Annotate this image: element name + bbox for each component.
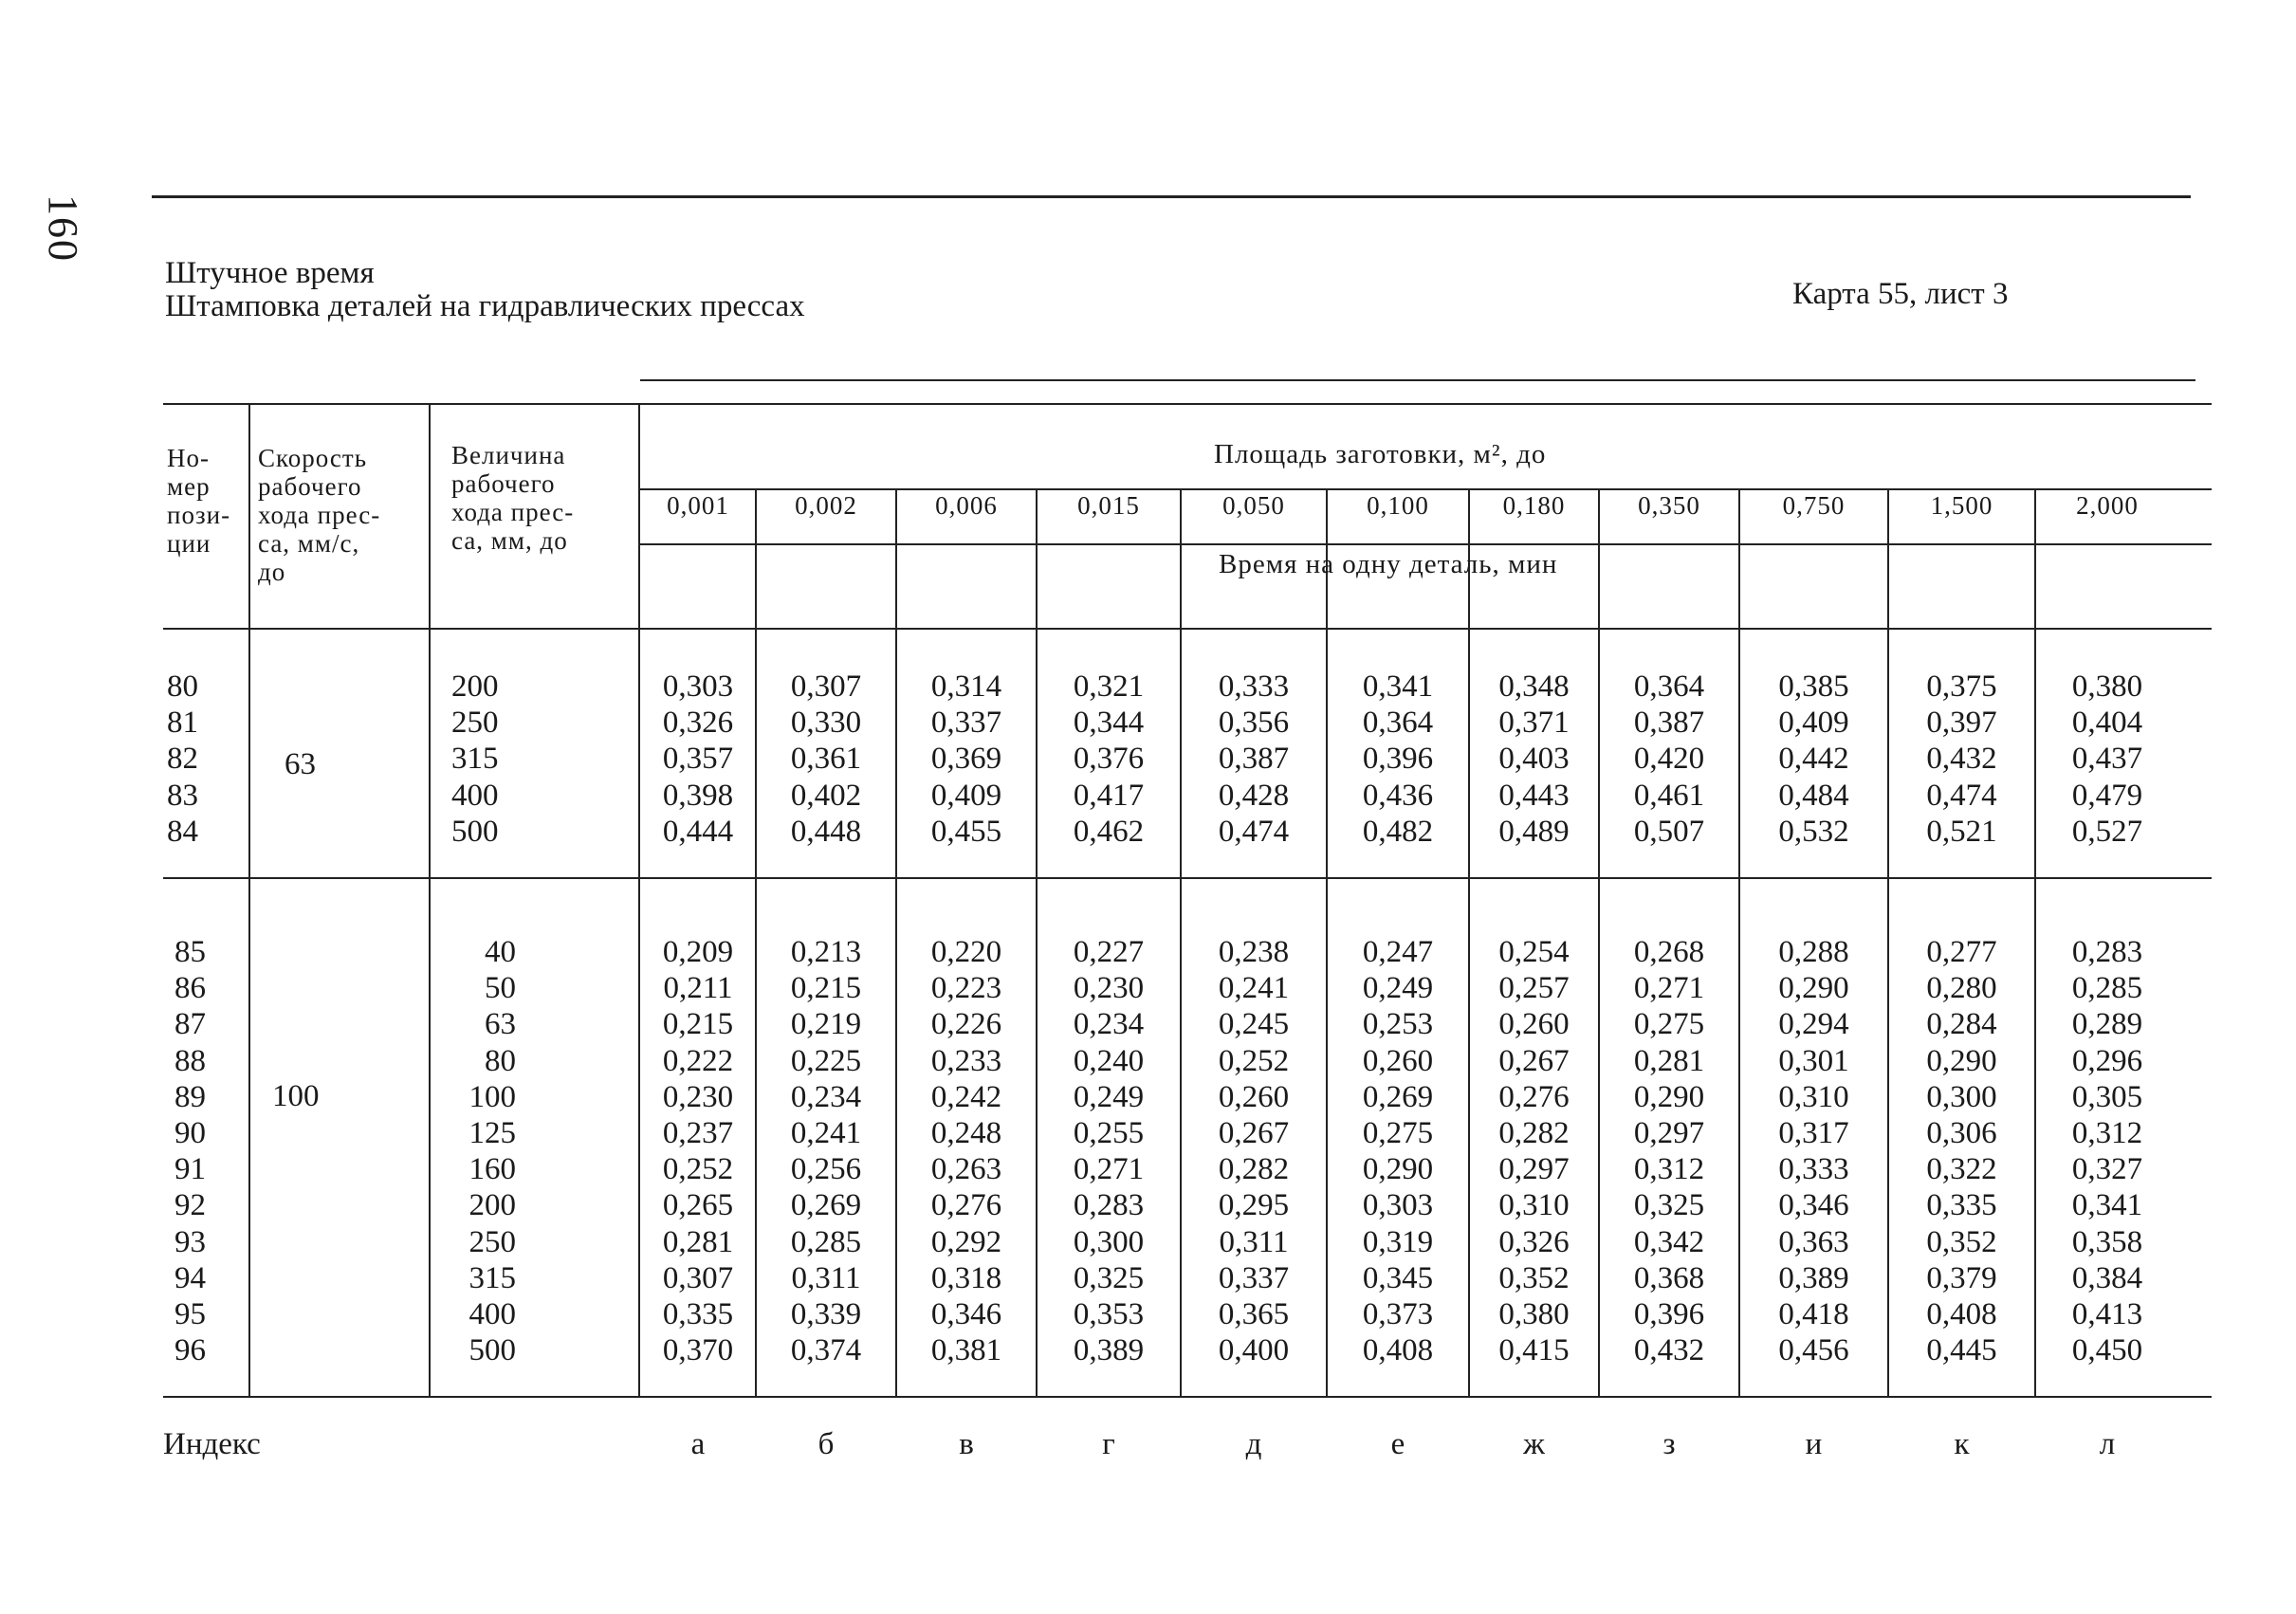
time-value-cell: 0,247 — [1362, 935, 1434, 969]
time-value-cell: 0,213 — [790, 935, 862, 969]
time-value-cell: 0,385 — [1778, 669, 1849, 704]
time-value-cell: 0,373 — [1362, 1297, 1434, 1332]
position-number: 95 — [174, 1297, 206, 1332]
value-column — [1470, 669, 1598, 850]
time-value-cell: 0,219 — [790, 1007, 862, 1042]
time-value-cell: 0,445 — [1926, 1333, 1997, 1368]
index-letter: л — [2099, 1427, 2116, 1461]
time-value-cell: 0,370 — [662, 1333, 734, 1368]
time-value-cell: 0,310 — [1498, 1188, 1570, 1223]
time-value-cell: 0,282 — [1218, 1152, 1290, 1187]
position-number: 82 — [167, 742, 198, 777]
col-divider — [248, 403, 250, 1396]
index-letter: д — [1245, 1427, 1262, 1461]
time-value-cell: 0,249 — [1073, 1079, 1145, 1114]
time-value-cell: 0,345 — [1362, 1260, 1434, 1295]
time-value-cell: 0,443 — [1498, 778, 1570, 813]
value-column — [1328, 669, 1468, 850]
time-value-cell: 0,257 — [1498, 971, 1570, 1006]
time-value-cell: 0,325 — [1633, 1188, 1705, 1223]
time-value-cell: 0,348 — [1498, 669, 1570, 704]
area-label: 0,350 — [1638, 491, 1700, 520]
time-value-cell: 0,211 — [663, 971, 733, 1006]
time-value-cell: 0,306 — [1926, 1116, 1997, 1151]
time-value-cell: 0,436 — [1362, 778, 1434, 813]
time-value-cell: 0,361 — [790, 742, 862, 777]
time-value-cell: 0,461 — [1633, 778, 1705, 813]
time-value-cell: 0,409 — [1778, 706, 1849, 741]
time-value-cell: 0,417 — [1073, 778, 1145, 813]
value-column — [1328, 934, 1468, 1368]
header-time-title: Время на одну деталь, мин — [1219, 549, 1558, 579]
time-value-cell: 0,222 — [662, 1043, 734, 1078]
area-label: 0,180 — [1502, 491, 1566, 520]
value-column — [1038, 669, 1180, 850]
time-value-cell: 0,220 — [930, 935, 1002, 969]
time-value-cell: 0,233 — [930, 1043, 1002, 1078]
time-value-cell: 0,241 — [790, 1116, 862, 1151]
time-value-cell: 0,245 — [1218, 1007, 1290, 1042]
time-value-cell: 0,369 — [930, 742, 1002, 777]
time-value-cell: 0,397 — [1926, 706, 1997, 741]
time-value-cell: 0,254 — [1498, 935, 1570, 969]
time-value-cell: 0,276 — [1498, 1079, 1570, 1114]
time-value-cell: 0,389 — [1778, 1260, 1849, 1295]
stroke-value: 63 — [485, 1007, 516, 1042]
area-label: 0,015 — [1077, 491, 1140, 520]
time-value-cell: 0,387 — [1633, 706, 1705, 741]
value-column — [1182, 934, 1326, 1368]
time-value-cell: 0,234 — [1073, 1007, 1145, 1042]
top-rule — [152, 195, 2191, 198]
time-value-cell: 0,448 — [790, 814, 862, 849]
time-value-cell: 0,384 — [2071, 1260, 2143, 1295]
value-column — [1038, 934, 1180, 1368]
time-value-cell: 0,413 — [2071, 1297, 2143, 1332]
time-value-cell: 0,276 — [930, 1188, 1002, 1223]
time-value-cell: 0,312 — [1633, 1152, 1705, 1187]
position-number: 86 — [174, 971, 206, 1006]
time-value-cell: 0,375 — [1926, 669, 1997, 704]
area-label: 0,006 — [935, 491, 998, 520]
value-column — [1740, 669, 1887, 850]
time-value-cell: 0,387 — [1218, 742, 1290, 777]
index-letter: г — [1102, 1427, 1115, 1461]
time-value-cell: 0,240 — [1073, 1043, 1145, 1078]
time-value-cell: 0,275 — [1362, 1116, 1434, 1151]
time-value-cell: 0,344 — [1073, 706, 1145, 741]
time-value-cell: 0,379 — [1926, 1260, 1997, 1295]
time-value-cell: 0,398 — [662, 778, 734, 813]
area-label: 2,000 — [2076, 491, 2139, 520]
time-value-cell: 0,376 — [1073, 742, 1145, 777]
position-number: 93 — [174, 1224, 206, 1259]
time-value-cell: 0,260 — [1218, 1079, 1290, 1114]
time-value-cell: 0,263 — [930, 1152, 1002, 1187]
position-number: 92 — [174, 1188, 206, 1223]
time-value-cell: 0,271 — [1073, 1152, 1145, 1187]
value-column — [1470, 934, 1598, 1368]
time-value-cell: 0,337 — [1218, 1260, 1290, 1295]
time-value-cell: 0,380 — [1498, 1297, 1570, 1332]
stroke-value: 200 — [451, 669, 499, 704]
header-rule — [640, 379, 2195, 381]
time-value-cell: 0,456 — [1778, 1333, 1849, 1368]
time-value-cell: 0,403 — [1498, 742, 1570, 777]
time-value-cell: 0,408 — [1362, 1333, 1434, 1368]
position-number: 94 — [174, 1260, 206, 1295]
time-value-cell: 0,311 — [791, 1260, 861, 1295]
position-number: 91 — [174, 1152, 206, 1187]
time-value-cell: 0,420 — [1633, 742, 1705, 777]
time-value-cell: 0,268 — [1633, 935, 1705, 969]
header-position: Но- мер пози- ции — [167, 444, 231, 558]
time-value-cell: 0,455 — [930, 814, 1002, 849]
position-numbers-group2 — [174, 934, 206, 1368]
area-label: 0,750 — [1782, 491, 1846, 520]
time-value-cell: 0,374 — [790, 1333, 862, 1368]
time-value-cell: 0,389 — [1073, 1333, 1145, 1368]
page-number: 160 — [40, 194, 86, 263]
stroke-value: 160 — [468, 1152, 516, 1187]
stroke-values-group1 — [451, 669, 499, 850]
time-value-cell: 0,237 — [662, 1116, 734, 1151]
card-reference: Карта 55, лист 3 — [1792, 277, 2009, 311]
time-value-cell: 0,346 — [930, 1297, 1002, 1332]
time-value-cell: 0,290 — [1926, 1043, 1997, 1078]
time-value-cell: 0,396 — [1362, 742, 1434, 777]
position-number: 80 — [167, 669, 198, 704]
position-number: 90 — [174, 1116, 206, 1151]
time-value-cell: 0,288 — [1778, 935, 1849, 969]
time-value-cell: 0,527 — [2071, 814, 2143, 849]
area-label: 0,002 — [795, 491, 857, 520]
value-column — [1889, 669, 2034, 850]
time-value-cell: 0,326 — [662, 706, 734, 741]
time-value-cell: 0,269 — [790, 1188, 862, 1223]
time-value-cell: 0,284 — [1926, 1007, 1997, 1042]
header-stroke: Величина рабочего хода прес- са, мм, до — [451, 441, 575, 555]
time-value-cell: 0,507 — [1633, 814, 1705, 849]
index-letter: е — [1390, 1427, 1405, 1461]
time-value-cell: 0,300 — [1926, 1079, 1997, 1114]
time-value-cell: 0,311 — [1219, 1224, 1289, 1259]
time-value-cell: 0,242 — [930, 1079, 1002, 1114]
time-value-cell: 0,381 — [930, 1333, 1002, 1368]
time-value-cell: 0,285 — [2071, 971, 2143, 1006]
time-value-cell: 0,400 — [1218, 1333, 1290, 1368]
time-value-cell: 0,330 — [790, 706, 862, 741]
time-value-cell: 0,321 — [1073, 669, 1145, 704]
time-value-cell: 0,474 — [1218, 814, 1290, 849]
index-letter: а — [690, 1427, 706, 1461]
time-value-cell: 0,227 — [1073, 935, 1145, 969]
time-value-cell: 0,356 — [1218, 706, 1290, 741]
time-value-cell: 0,234 — [790, 1079, 862, 1114]
time-value-cell: 0,249 — [1362, 971, 1434, 1006]
time-value-cell: 0,341 — [1362, 669, 1434, 704]
time-value-cell: 0,238 — [1218, 935, 1290, 969]
stroke-value: 250 — [451, 706, 499, 741]
time-value-cell: 0,450 — [2071, 1333, 2143, 1368]
time-value-cell: 0,297 — [1633, 1116, 1705, 1151]
value-column — [2036, 669, 2178, 850]
time-value-cell: 0,408 — [1926, 1297, 1997, 1332]
time-value-cell: 0,277 — [1926, 935, 1997, 969]
area-label: 0,001 — [667, 491, 729, 520]
time-value-cell: 0,252 — [662, 1152, 734, 1187]
time-value-cell: 0,342 — [1633, 1224, 1705, 1259]
time-value-cell: 0,230 — [1073, 971, 1145, 1006]
time-value-cell: 0,322 — [1926, 1152, 1997, 1187]
header-speed: Скорость рабочего хода прес- са, мм/с, до — [258, 444, 381, 586]
time-value-cell: 0,380 — [2071, 669, 2143, 704]
time-value-cell: 0,479 — [2071, 778, 2143, 813]
value-column — [641, 669, 755, 850]
stroke-value: 500 — [468, 1333, 516, 1368]
stroke-value: 200 — [468, 1188, 516, 1223]
time-value-cell: 0,294 — [1778, 1007, 1849, 1042]
time-value-cell: 0,253 — [1362, 1007, 1434, 1042]
stroke-values-group2 — [446, 934, 516, 1368]
position-number: 83 — [167, 778, 198, 813]
time-value-cell: 0,371 — [1498, 706, 1570, 741]
time-value-cell: 0,267 — [1218, 1116, 1290, 1151]
index-letter: в — [959, 1427, 974, 1461]
stroke-value: 250 — [468, 1224, 516, 1259]
time-value-cell: 0,437 — [2071, 742, 2143, 777]
time-value-cell: 0,303 — [1362, 1188, 1434, 1223]
time-value-cell: 0,353 — [1073, 1297, 1145, 1332]
header-bottom-rule — [163, 628, 2212, 630]
time-value-cell: 0,280 — [1926, 971, 1997, 1006]
area-label: 0,050 — [1222, 491, 1285, 520]
time-value-cell: 0,295 — [1218, 1188, 1290, 1223]
time-value-cell: 0,226 — [930, 1007, 1002, 1042]
stroke-value: 40 — [485, 935, 516, 969]
area-header-rule — [640, 488, 2212, 490]
time-value-cell: 0,282 — [1498, 1116, 1570, 1151]
time-value-cell: 0,225 — [790, 1043, 862, 1078]
time-value-cell: 0,260 — [1362, 1043, 1434, 1078]
time-value-cell: 0,305 — [2071, 1079, 2143, 1114]
time-value-cell: 0,432 — [1926, 742, 1997, 777]
time-value-cell: 0,482 — [1362, 814, 1434, 849]
time-value-cell: 0,341 — [2071, 1188, 2143, 1223]
time-value-cell: 0,319 — [1362, 1224, 1434, 1259]
time-value-cell: 0,260 — [1498, 1007, 1570, 1042]
value-column — [757, 934, 895, 1368]
stroke-value: 80 — [485, 1043, 516, 1078]
time-value-cell: 0,352 — [1498, 1260, 1570, 1295]
time-value-cell: 0,532 — [1778, 814, 1849, 849]
value-column — [1600, 934, 1738, 1368]
index-letter: з — [1662, 1427, 1676, 1461]
time-value-cell: 0,327 — [2071, 1152, 2143, 1187]
header-area-title: Площадь заготовки, м², до — [1214, 439, 1547, 469]
time-value-cell: 0,271 — [1633, 971, 1705, 1006]
stroke-value: 315 — [451, 742, 499, 777]
time-value-cell: 0,256 — [790, 1152, 862, 1187]
value-column — [1889, 934, 2034, 1368]
time-value-cell: 0,363 — [1778, 1224, 1849, 1259]
time-value-cell: 0,489 — [1498, 814, 1570, 849]
time-value-cell: 0,283 — [2071, 935, 2143, 969]
time-value-cell: 0,409 — [930, 778, 1002, 813]
time-value-cell: 0,275 — [1633, 1007, 1705, 1042]
value-column — [2036, 934, 2178, 1368]
group-divider-rule — [163, 877, 2212, 879]
area-values-rule — [640, 543, 2212, 545]
time-value-cell: 0,312 — [2071, 1116, 2143, 1151]
table-bottom-rule — [163, 1396, 2212, 1398]
time-value-cell: 0,255 — [1073, 1116, 1145, 1151]
stroke-value: 500 — [451, 814, 499, 849]
time-value-cell: 0,404 — [2071, 706, 2143, 741]
time-value-cell: 0,333 — [1778, 1152, 1849, 1187]
index-label: Индекс — [163, 1427, 261, 1461]
index-letter: к — [1954, 1427, 1970, 1461]
time-value-cell: 0,241 — [1218, 971, 1290, 1006]
stroke-value: 315 — [468, 1260, 516, 1295]
time-value-cell: 0,415 — [1498, 1333, 1570, 1368]
time-value-cell: 0,267 — [1498, 1043, 1570, 1078]
index-letter: и — [1805, 1427, 1823, 1461]
position-number: 85 — [174, 935, 206, 969]
time-value-cell: 0,339 — [790, 1297, 862, 1332]
time-value-cell: 0,215 — [662, 1007, 734, 1042]
time-value-cell: 0,396 — [1633, 1297, 1705, 1332]
position-number: 96 — [174, 1333, 206, 1368]
value-column — [757, 669, 895, 850]
time-value-cell: 0,418 — [1778, 1297, 1849, 1332]
time-value-cell: 0,281 — [1633, 1043, 1705, 1078]
time-value-cell: 0,335 — [662, 1297, 734, 1332]
time-value-cell: 0,442 — [1778, 742, 1849, 777]
time-value-cell: 0,310 — [1778, 1079, 1849, 1114]
time-value-cell: 0,474 — [1926, 778, 1997, 813]
time-value-cell: 0,223 — [930, 971, 1002, 1006]
time-value-cell: 0,352 — [1926, 1224, 1997, 1259]
time-value-cell: 0,290 — [1362, 1152, 1434, 1187]
col-divider — [638, 403, 640, 1396]
stroke-value: 400 — [468, 1297, 516, 1332]
stroke-value: 400 — [451, 778, 499, 813]
position-number: 81 — [167, 706, 198, 741]
time-value-cell: 0,333 — [1218, 669, 1290, 704]
table-top-rule — [163, 403, 2212, 405]
time-value-cell: 0,335 — [1926, 1188, 1997, 1223]
time-value-cell: 0,300 — [1073, 1224, 1145, 1259]
time-value-cell: 0,307 — [662, 1260, 734, 1295]
time-value-cell: 0,357 — [662, 742, 734, 777]
time-value-cell: 0,290 — [1778, 971, 1849, 1006]
stroke-value: 125 — [468, 1116, 516, 1151]
time-value-cell: 0,269 — [1362, 1079, 1434, 1114]
time-value-cell: 0,462 — [1073, 814, 1145, 849]
stroke-value: 50 — [485, 971, 516, 1006]
time-value-cell: 0,318 — [930, 1260, 1002, 1295]
value-column — [641, 934, 755, 1368]
index-letter: б — [817, 1427, 835, 1461]
time-value-cell: 0,368 — [1633, 1260, 1705, 1295]
doc-subtitle: Штамповка деталей на гидравлических прессах — [165, 289, 805, 323]
time-value-cell: 0,265 — [662, 1188, 734, 1223]
value-column — [897, 669, 1036, 850]
time-value-cell: 0,444 — [662, 814, 734, 849]
position-number: 88 — [174, 1043, 206, 1078]
time-value-cell: 0,432 — [1633, 1333, 1705, 1368]
time-value-cell: 0,292 — [930, 1224, 1002, 1259]
stroke-value: 100 — [468, 1079, 516, 1114]
time-value-cell: 0,281 — [662, 1224, 734, 1259]
time-value-cell: 0,296 — [2071, 1043, 2143, 1078]
position-number: 84 — [167, 814, 198, 849]
area-label: 0,100 — [1367, 491, 1429, 520]
time-value-cell: 0,289 — [2071, 1007, 2143, 1042]
time-value-cell: 0,303 — [662, 669, 734, 704]
time-value-cell: 0,365 — [1218, 1297, 1290, 1332]
col-divider — [429, 403, 431, 1396]
time-value-cell: 0,230 — [662, 1079, 734, 1114]
time-value-cell: 0,307 — [790, 669, 862, 704]
time-value-cell: 0,283 — [1073, 1188, 1145, 1223]
time-value-cell: 0,484 — [1778, 778, 1849, 813]
time-value-cell: 0,297 — [1498, 1152, 1570, 1187]
time-value-cell: 0,428 — [1218, 778, 1290, 813]
time-value-cell: 0,358 — [2071, 1224, 2143, 1259]
time-value-cell: 0,346 — [1778, 1188, 1849, 1223]
time-value-cell: 0,364 — [1362, 706, 1434, 741]
time-value-cell: 0,326 — [1498, 1224, 1570, 1259]
time-value-cell: 0,314 — [930, 669, 1002, 704]
speed-value-group2: 100 — [272, 1079, 320, 1113]
speed-value-group1: 63 — [285, 747, 316, 781]
time-value-cell: 0,402 — [790, 778, 862, 813]
time-value-cell: 0,301 — [1778, 1043, 1849, 1078]
doc-title: Штучное время — [165, 256, 375, 290]
value-column — [1182, 669, 1326, 850]
time-value-cell: 0,364 — [1633, 669, 1705, 704]
position-number: 89 — [174, 1079, 206, 1114]
value-column — [1600, 669, 1738, 850]
time-value-cell: 0,248 — [930, 1116, 1002, 1151]
time-value-cell: 0,325 — [1073, 1260, 1145, 1295]
time-value-cell: 0,317 — [1778, 1116, 1849, 1151]
time-value-cell: 0,337 — [930, 706, 1002, 741]
value-column — [897, 934, 1036, 1368]
time-value-cell: 0,290 — [1633, 1079, 1705, 1114]
position-numbers-group1 — [167, 669, 198, 850]
time-value-cell: 0,215 — [790, 971, 862, 1006]
index-letter: ж — [1523, 1427, 1545, 1461]
time-value-cell: 0,209 — [662, 935, 734, 969]
position-number: 87 — [174, 1007, 206, 1042]
area-label: 1,500 — [1930, 491, 1993, 520]
time-value-cell: 0,521 — [1926, 814, 1997, 849]
time-value-cell: 0,285 — [790, 1224, 862, 1259]
time-value-cell: 0,252 — [1218, 1043, 1290, 1078]
value-column — [1740, 934, 1887, 1368]
